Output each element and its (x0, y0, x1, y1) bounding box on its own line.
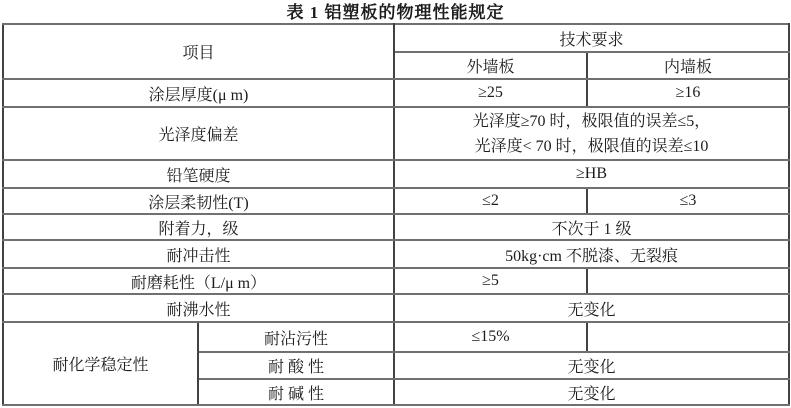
gloss-rule-line-2: 光泽度< 70 时，极限值的误差≤10 (474, 137, 709, 155)
row-coating-flexibility (3, 188, 789, 214)
header-item-cell: 项目 (3, 24, 394, 79)
exterior-value-cell: ≤2 (394, 188, 587, 214)
interior-value-cell-empty (587, 322, 789, 352)
row-stain-resistance (3, 322, 789, 352)
exterior-value-cell: ≥5 (394, 268, 587, 294)
header-exterior-cell: 外墙板 (394, 52, 587, 79)
row-abrasion-resistance (3, 268, 789, 294)
row-label-cell: 光泽度偏差 (3, 107, 394, 160)
spanning-value-cell: 无变化 (394, 294, 789, 322)
spanning-value-cell: 无变化 (394, 379, 789, 405)
sub-row-label-cell: 耐 碱 性 (198, 379, 394, 405)
chemical-stability-group-cell: 耐化学稳定性 (3, 322, 198, 405)
interior-value-cell: ≥16 (587, 79, 789, 107)
interior-value-cell: ≤3 (587, 188, 789, 214)
interior-value-cell-empty (587, 268, 789, 294)
exterior-value-cell: ≥25 (394, 79, 587, 107)
row-gloss-deviation (3, 107, 789, 160)
table-title: 表 1 铝塑板的物理性能规定 (286, 3, 505, 22)
row-coating-thickness (3, 79, 789, 107)
spanning-value-cell: ≥HB (394, 160, 789, 188)
row-pencil-hardness (3, 160, 789, 188)
row-label-cell: 耐冲击性 (3, 240, 394, 268)
row-boiling-water-resistance (3, 294, 789, 322)
spanning-value-cell: 无变化 (394, 352, 789, 379)
spec-table (2, 23, 790, 406)
row-label-cell: 耐沸水性 (3, 294, 394, 322)
spanning-value-cell: 不次于 1 级 (394, 214, 789, 240)
row-label-cell: 铅笔硬度 (3, 160, 394, 188)
sub-row-label-cell: 耐 酸 性 (198, 352, 394, 379)
row-adhesion (3, 214, 789, 240)
sub-row-label-cell: 耐沾污性 (198, 322, 394, 352)
row-label-cell: 涂层柔韧性(T) (3, 188, 394, 214)
header-row-top (3, 24, 789, 52)
exterior-value-cell: ≤15% (394, 322, 587, 352)
header-requirement-cell: 技术要求 (394, 24, 789, 52)
spanning-value-cell (394, 107, 789, 160)
row-impact-resistance (3, 240, 789, 268)
spanning-value-cell: 50kg·cm 不脱漆、无裂痕 (394, 240, 789, 268)
header-interior-cell: 内墙板 (587, 52, 789, 79)
gloss-rule-line-1: 光泽度≥70 时，极限值的误差≤5， (472, 112, 711, 130)
row-label-cell: 附着力，级 (3, 214, 394, 240)
row-label-cell: 耐磨耗性（L/μ m） (3, 268, 394, 294)
row-label-cell: 涂层厚度(μ m) (3, 79, 394, 107)
